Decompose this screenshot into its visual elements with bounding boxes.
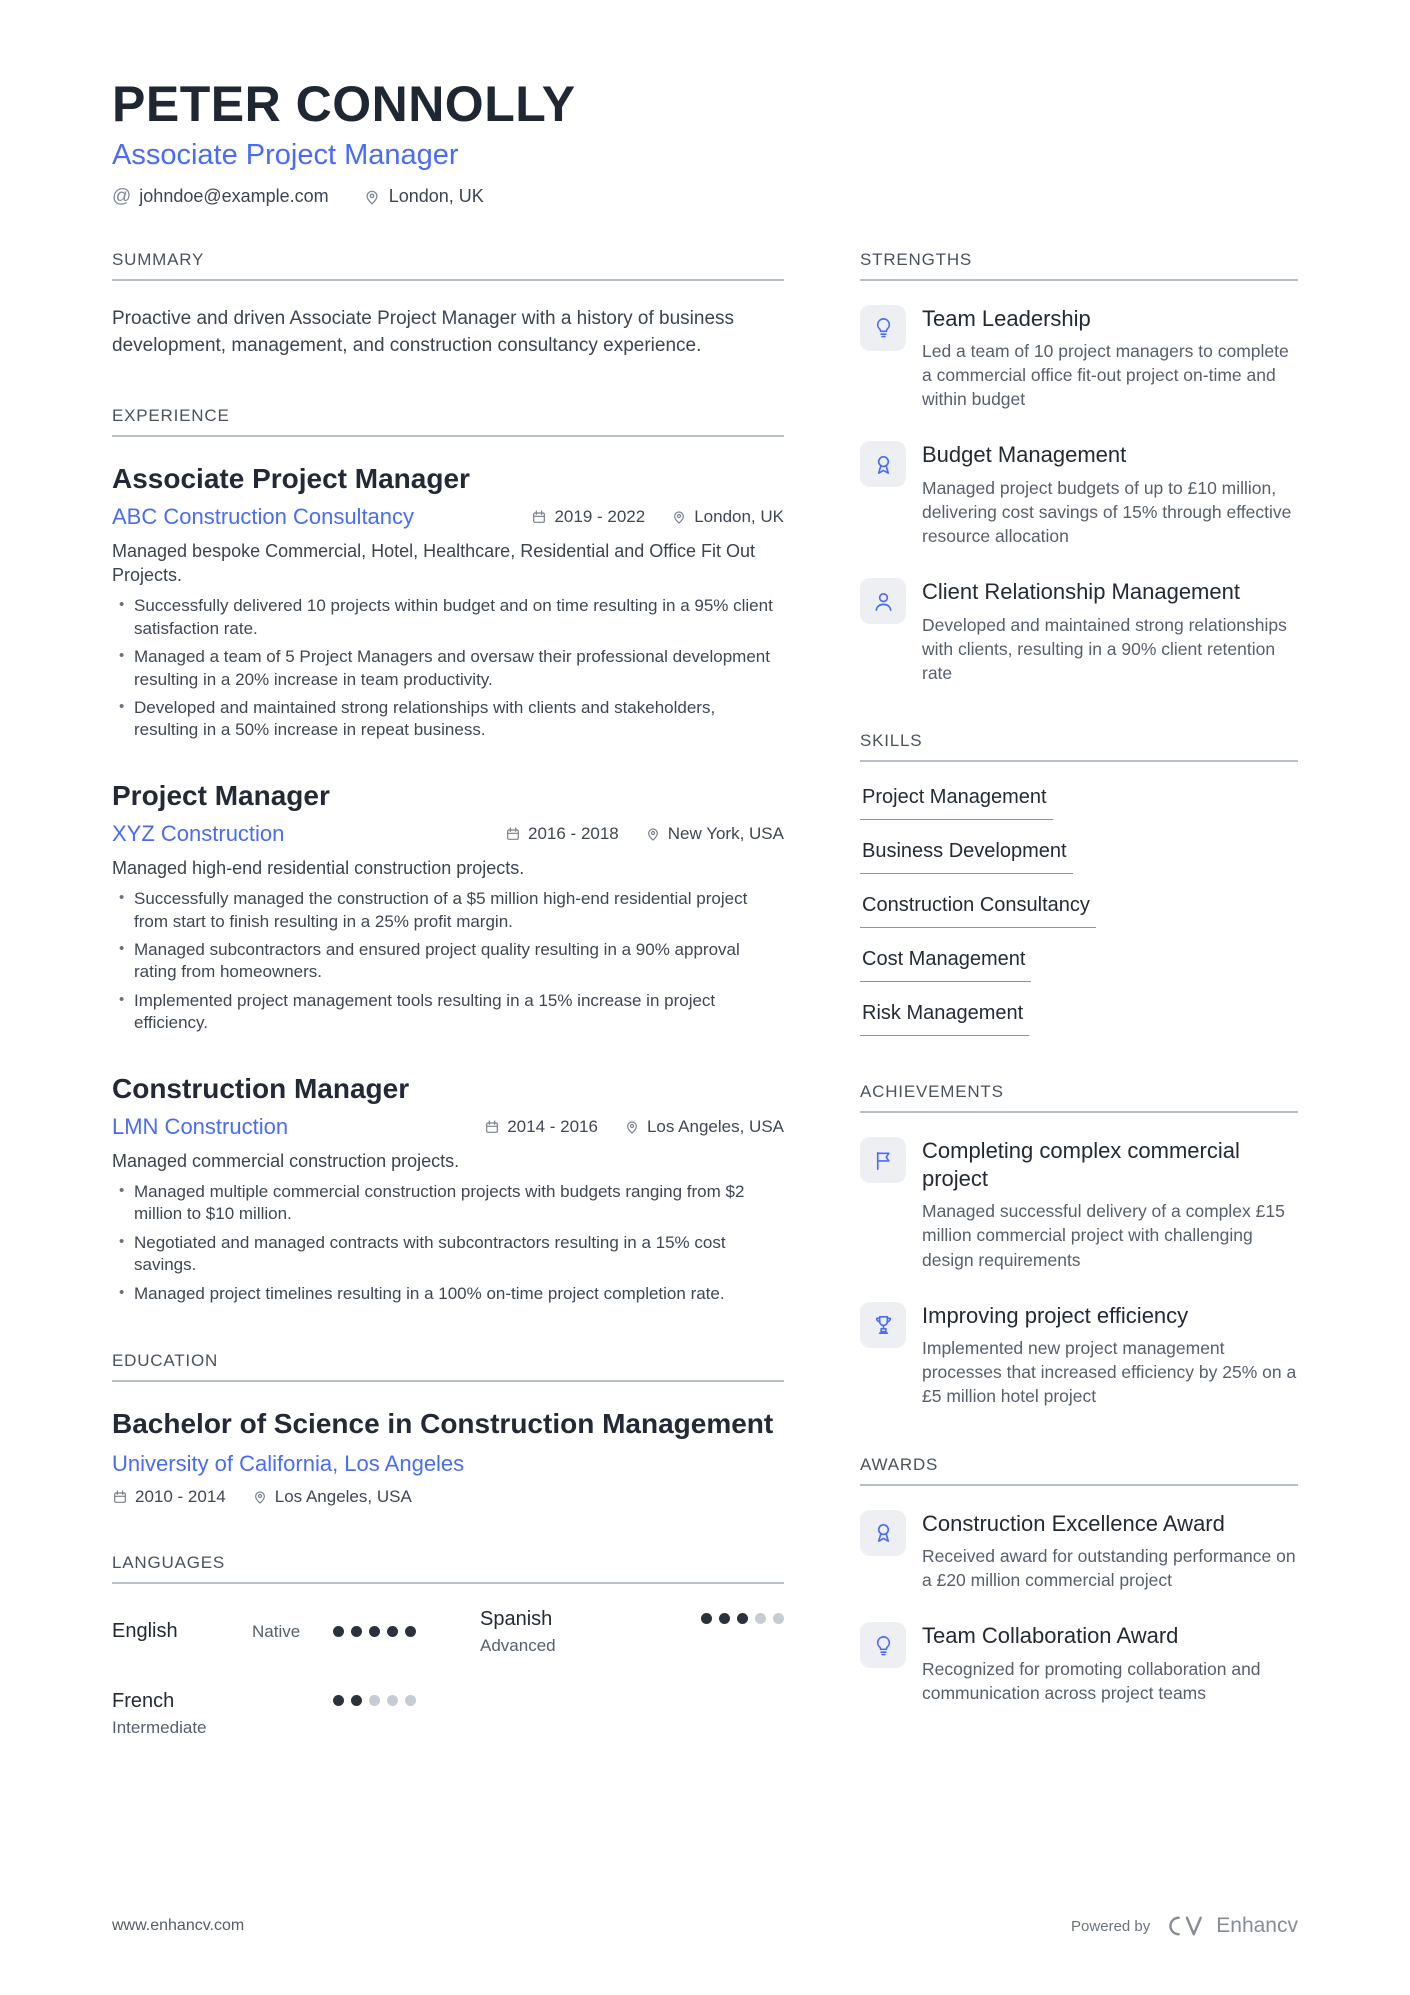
icon-box [860, 1137, 906, 1183]
calendar-icon [484, 1119, 500, 1135]
job-dates-text: 2019 - 2022 [554, 506, 646, 526]
achievement-item [860, 1302, 1298, 1409]
job-meta [505, 824, 784, 844]
bullet: • Implemented project management tools resulting in a 15% increase in project efficiency. [112, 990, 784, 1035]
columns [112, 250, 1298, 1884]
bullet: • Managed multiple commercial construction projects with budgets ranging from $2 million to $10 million. [112, 1181, 784, 1226]
education-location [252, 1487, 412, 1507]
education-section [112, 1351, 784, 1506]
achievement-title: Completing complex commercial project [922, 1138, 1240, 1191]
language-name: English [112, 1620, 178, 1643]
achievement-title: Improving project efficiency [922, 1302, 1189, 1328]
company-name: LMN Construction [112, 1113, 289, 1139]
strength-title: Client Relationship Management [922, 579, 1240, 605]
job-bullets [112, 595, 784, 742]
language-dots [333, 1626, 416, 1637]
strength-text: Managed project budgets of up to £10 million, delivering cost savings of 15% through effective resource allocation [922, 477, 1292, 547]
languages-heading: LANGUAGES [112, 1553, 784, 1584]
skill-item: Project Management [860, 786, 1053, 820]
enhancv-logo[interactable] [1164, 1913, 1298, 1939]
job-location [671, 507, 784, 527]
footer-site-link[interactable]: www.enhancv.com [112, 1917, 245, 1934]
email-text: johndoe@example.com [139, 186, 329, 206]
job-title: Project Manager [112, 779, 330, 811]
bullet: • Successfully managed the construction of a $5 million high-end residential project from start to finish resulting in a 25% profit margin. [112, 888, 784, 933]
job-entry [112, 461, 784, 742]
bullet: • Developed and maintained strong relationships with clients and stakeholders, resulting in a 50% increase in repeat business. [112, 697, 784, 742]
job-bullets [112, 888, 784, 1035]
bullet: • Managed subcontractors and ensured project quality resulting in a 90% approval rating from homeowners. [112, 939, 784, 984]
education-location-text: Los Angeles, USA [274, 1486, 412, 1506]
location-item [363, 186, 484, 207]
medal-icon [872, 453, 895, 476]
icon-box [860, 1622, 906, 1668]
experience-section [112, 406, 784, 1306]
language-name: French [112, 1689, 175, 1712]
achievement-text: Managed successful delivery of a complex £15 million commercial project with challenging design requirements [922, 1201, 1285, 1270]
candidate-name: PETER CONNOLLY [112, 76, 576, 132]
summary-section [112, 250, 784, 360]
education-dates-text: 2010 - 2014 [135, 1486, 226, 1506]
job-location [624, 1117, 784, 1137]
language-name: Spanish [480, 1607, 553, 1630]
experience-heading: EXPERIENCE [112, 406, 784, 437]
award-item [860, 1622, 1298, 1705]
award-text: Recognized for promoting collaboration and communication across project teams [922, 1658, 1261, 1704]
skill-item: Cost Management [860, 948, 1031, 982]
school-name: University of California, Los Angeles [112, 1450, 465, 1476]
strength-item [860, 305, 1298, 412]
strength-item [860, 441, 1298, 548]
language-level: Advanced [480, 1635, 556, 1655]
job-location-text: Los Angeles, USA [646, 1116, 784, 1136]
lightbulb-icon [872, 1634, 895, 1657]
achievements-heading: ACHIEVEMENTS [860, 1082, 1298, 1113]
award-text: Received award for outstanding performance on a £20 million commercial project [922, 1546, 1296, 1591]
job-subheader [112, 1114, 784, 1140]
flag-icon [872, 1149, 895, 1172]
job-description: Managed bespoke Commercial, Hotel, Healthcare, Residential and Office Fit Out Projects. [112, 540, 755, 585]
calendar-icon [531, 509, 547, 525]
pin-icon [624, 1119, 640, 1135]
lightbulb-icon [872, 316, 895, 339]
contact-row [112, 186, 1298, 208]
summary-text: Proactive and driven Associate Project Manager with a history of business development, management, and construction consultancy experience. [112, 307, 735, 357]
bullet: • Managed project timelines resulting in a 100% on-time project completion rate. [112, 1283, 784, 1305]
achievements-section [860, 1082, 1298, 1408]
person-icon [872, 590, 895, 613]
resume-header [112, 78, 1298, 208]
job-dates-text: 2014 - 2016 [507, 1116, 598, 1136]
job-dates [505, 824, 619, 844]
education-heading: EDUCATION [112, 1351, 784, 1382]
main-column [112, 250, 784, 1784]
language-level: Intermediate [112, 1717, 207, 1737]
job-location-text: New York, USA [667, 823, 784, 843]
language-entry [112, 1690, 416, 1738]
bullet: • Successfully delivered 10 projects within budget and on time resulting in a 95% client satisfaction rate. [112, 595, 784, 640]
calendar-icon [505, 826, 521, 842]
enhancv-logo-icon [1164, 1913, 1208, 1939]
language-entry [480, 1608, 784, 1656]
company-name: ABC Construction Consultancy [112, 503, 415, 529]
skill-item: Construction Consultancy [860, 894, 1096, 928]
skills-heading: SKILLS [860, 731, 1298, 762]
enhancv-logo-text: Enhancv [1216, 1914, 1298, 1937]
skill-item: Risk Management [860, 1002, 1029, 1036]
at-icon: @ [112, 185, 132, 207]
sidebar-column [860, 250, 1298, 1752]
strengths-heading: STRENGTHS [860, 250, 1298, 281]
language-entry [112, 1608, 416, 1656]
trophy-icon [872, 1313, 895, 1336]
summary-heading: SUMMARY [112, 250, 784, 281]
award-title: Team Collaboration Award [922, 1623, 1179, 1649]
skills-section [860, 731, 1298, 1036]
powered-by-label: Powered by [1071, 1917, 1151, 1935]
rosette-icon [872, 1521, 895, 1544]
job-entry [112, 1071, 784, 1305]
language-dots [333, 1695, 416, 1706]
email-item[interactable] [112, 186, 329, 208]
awards-section [860, 1455, 1298, 1706]
award-item [860, 1510, 1298, 1593]
job-title: Construction Manager [112, 1072, 410, 1104]
job-meta [484, 1117, 784, 1137]
icon-box [860, 1302, 906, 1348]
strength-title: Team Leadership [922, 305, 1091, 331]
footer-branding [1071, 1913, 1298, 1939]
page-footer [112, 1883, 1298, 1939]
strength-title: Budget Management [922, 442, 1127, 468]
strength-text: Developed and maintained strong relationships with clients, resulting in a 90% client retention rate [922, 614, 1287, 684]
calendar-icon [112, 1489, 128, 1505]
job-location-text: London, UK [694, 506, 784, 526]
job-description: Managed commercial construction projects. [112, 1150, 460, 1171]
job-subheader [112, 504, 784, 530]
education-dates [112, 1487, 226, 1507]
icon-box [860, 305, 906, 351]
icon-box [860, 441, 906, 487]
bullet: • Managed a team of 5 Project Managers and oversaw their professional development resulting in a 20% increase in team productivity. [112, 646, 784, 691]
achievement-item [860, 1137, 1298, 1271]
job-bullets [112, 1181, 784, 1305]
bullet: • Negotiated and managed contracts with subcontractors resulting in a 15% cost savings. [112, 1232, 784, 1277]
languages-grid [112, 1608, 784, 1738]
job-title: Associate Project Manager [112, 462, 470, 494]
pin-icon [363, 188, 381, 206]
icon-box [860, 578, 906, 624]
degree-title: Bachelor of Science in Construction Management [112, 1408, 774, 1440]
language-level: Native [252, 1621, 301, 1641]
education-meta [112, 1487, 784, 1507]
pin-icon [252, 1489, 268, 1505]
job-description: Managed high-end residential construction projects. [112, 857, 525, 878]
language-dots [701, 1613, 784, 1624]
job-location [645, 824, 784, 844]
languages-section [112, 1553, 784, 1738]
pin-icon [671, 509, 687, 525]
location-text: London, UK [388, 186, 484, 206]
company-name: XYZ Construction [112, 820, 285, 846]
job-dates [531, 507, 645, 527]
awards-heading: AWARDS [860, 1455, 1298, 1486]
job-entry [112, 778, 784, 1035]
award-title: Construction Excellence Award [922, 1510, 1225, 1536]
pin-icon [645, 826, 661, 842]
job-subheader [112, 821, 784, 847]
strength-item [860, 578, 1298, 685]
job-dates [484, 1117, 598, 1137]
job-meta [531, 507, 784, 527]
candidate-title: Associate Project Manager [112, 138, 459, 171]
strength-text: Led a team of 10 project managers to complete a commercial office fit-out project on-time and within budget [922, 341, 1289, 410]
achievement-text: Implemented new project management processes that increased efficiency by 25% on a £5 million hotel project [922, 1338, 1297, 1407]
strengths-section [860, 250, 1298, 686]
skill-item: Business Development [860, 840, 1073, 874]
job-dates-text: 2016 - 2018 [528, 823, 619, 843]
icon-box [860, 1510, 906, 1556]
